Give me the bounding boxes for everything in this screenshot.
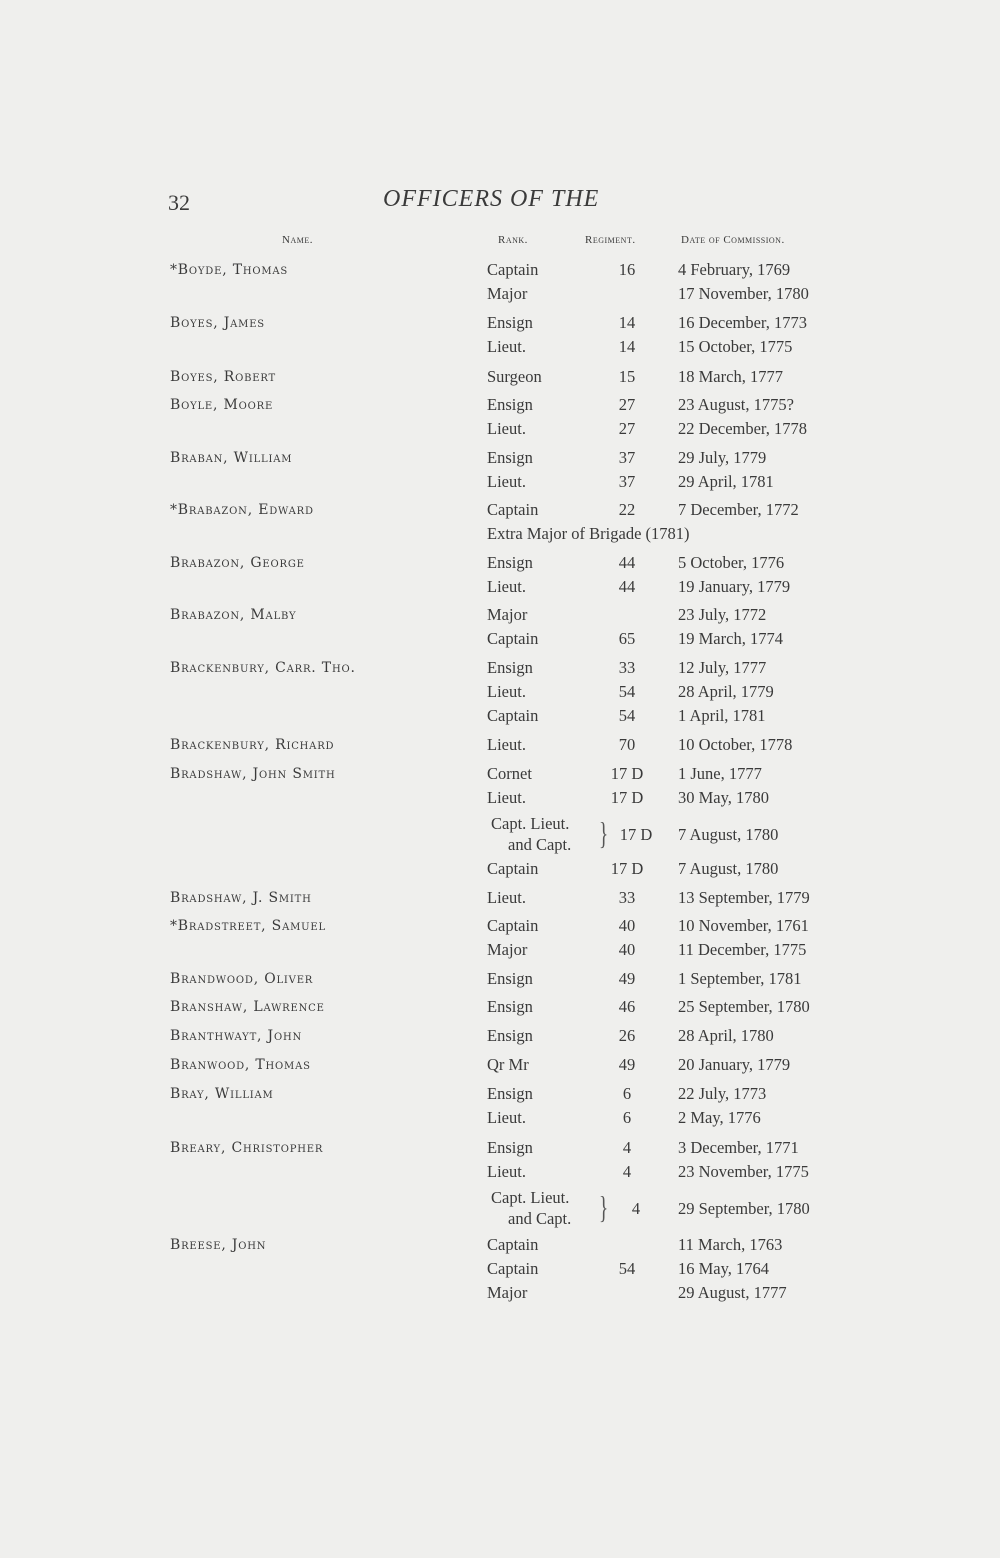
rank-cell: Captain xyxy=(487,1259,539,1278)
table-row xyxy=(0,446,1000,470)
table-row xyxy=(0,603,1000,627)
commission-date-cell: 18 March, 1777 xyxy=(678,367,783,386)
commission-date-cell: 1 April, 1781 xyxy=(678,706,766,725)
regiment-cell: 6 xyxy=(622,1108,632,1127)
column-header-regiment: Regiment. xyxy=(585,234,636,246)
officer-name: *Brabazon, Edward xyxy=(170,502,314,518)
rank-cell: Surgeon xyxy=(487,367,542,386)
commission-date-cell: 19 March, 1774 xyxy=(678,629,783,648)
brace-symbol: } xyxy=(599,815,609,851)
officer-name: *Boyde, Thomas xyxy=(170,262,289,278)
table-row xyxy=(0,762,1000,786)
column-header-name: Name. xyxy=(282,234,313,246)
rank-cell: Major xyxy=(487,940,528,959)
rank-line-2: and Capt. xyxy=(508,1209,572,1228)
commission-date-cell: 28 April, 1780 xyxy=(678,1026,774,1045)
table-row xyxy=(0,1233,1000,1257)
regiment-cell: 26 xyxy=(618,1026,636,1045)
commission-date-cell: 3 December, 1771 xyxy=(678,1138,799,1157)
regiment-cell: 33 xyxy=(618,658,636,677)
rank-cell: Captain xyxy=(487,260,539,279)
commission-date-cell: 16 December, 1773 xyxy=(678,313,808,332)
table-row xyxy=(0,914,1000,938)
commission-date-cell: 28 April, 1779 xyxy=(678,682,774,701)
regiment-cell: 46 xyxy=(618,997,636,1016)
commission-date-cell: 16 May, 1764 xyxy=(678,1259,770,1278)
rank-cell: Captain xyxy=(487,859,539,878)
table-row xyxy=(0,1024,1000,1048)
table-row xyxy=(0,967,1000,991)
regiment-cell: 49 xyxy=(618,1055,636,1074)
regiment-cell: 49 xyxy=(618,969,636,988)
rank-line-1: Capt. Lieut. xyxy=(491,1188,570,1207)
rank-cell: Ensign xyxy=(487,448,533,467)
rank-cell: Lieut. xyxy=(487,577,526,596)
rank-cell: Lieut. xyxy=(487,337,526,356)
commission-date-cell: 2 May, 1776 xyxy=(678,1108,761,1127)
commission-date-cell: 10 November, 1761 xyxy=(678,916,809,935)
regiment-cell: 14 xyxy=(618,313,636,332)
rank-cell: Qr Mr xyxy=(487,1055,529,1074)
table-row xyxy=(0,1160,1000,1184)
regiment-cell: 16 xyxy=(618,260,636,279)
officer-name: *Bradstreet, Samuel xyxy=(170,918,326,934)
rank-cell: Ensign xyxy=(487,658,533,677)
rank-cell: Lieut. xyxy=(487,1108,526,1127)
regiment-cell: 37 xyxy=(618,472,636,491)
table-row xyxy=(0,282,1000,306)
table-row xyxy=(0,311,1000,335)
page-title: OFFICERS OF THE xyxy=(383,186,600,212)
regiment-cell: 15 xyxy=(618,367,636,386)
table-row xyxy=(0,733,1000,757)
officer-name: Branshaw, Lawrence xyxy=(170,999,325,1015)
officer-name: Boyes, Robert xyxy=(170,369,276,385)
regiment-cell: 6 xyxy=(622,1084,632,1103)
rank-cell: Captain xyxy=(487,1235,539,1254)
regiment-cell: 17 D xyxy=(610,788,644,807)
rank-cell: Major xyxy=(487,605,528,624)
table-row xyxy=(0,627,1000,651)
officer-name: Brabazon, George xyxy=(170,555,305,571)
table-row xyxy=(0,786,1000,810)
table-row xyxy=(0,551,1000,575)
table-row xyxy=(0,258,1000,282)
page-number: 32 xyxy=(168,190,190,215)
rank-cell: Lieut. xyxy=(487,419,526,438)
brace-symbol: } xyxy=(599,1189,609,1225)
rank-cell: Ensign xyxy=(487,1026,533,1045)
table-row xyxy=(0,498,1000,522)
officer-name: Branwood, Thomas xyxy=(170,1057,311,1073)
table-row xyxy=(0,938,1000,962)
regiment-cell: 70 xyxy=(618,735,636,754)
rank-cell: Ensign xyxy=(487,395,533,414)
commission-date-cell: 10 October, 1778 xyxy=(678,735,793,754)
rank-cell: Lieut. xyxy=(487,472,526,491)
bracketed-rank-row xyxy=(0,813,1000,861)
commission-date-cell: 13 September, 1779 xyxy=(678,888,810,907)
rank-cell: Ensign xyxy=(487,969,533,988)
rank-cell: Captain xyxy=(487,916,539,935)
regiment-cell: 17 D xyxy=(610,764,644,783)
table-row xyxy=(0,1136,1000,1160)
officer-name: Bradshaw, John Smith xyxy=(170,766,336,782)
rank-cell: Captain xyxy=(487,629,539,648)
bracketed-rank-row xyxy=(0,1187,1000,1235)
table-row xyxy=(0,1106,1000,1130)
officer-name: Breese, John xyxy=(170,1237,267,1253)
commission-date-cell: 11 March, 1763 xyxy=(678,1235,783,1254)
officer-name: Braban, William xyxy=(170,450,293,466)
commission-date-cell: 29 September, 1780 xyxy=(678,1199,810,1218)
commission-date-cell: 7 August, 1780 xyxy=(678,825,779,844)
regiment-cell: 14 xyxy=(618,337,636,356)
commission-date-cell: 29 April, 1781 xyxy=(678,472,774,491)
rank-cell: Captain xyxy=(487,500,539,519)
regiment-cell: 17 D xyxy=(610,859,644,878)
regiment-cell: 17 D xyxy=(619,825,653,844)
regiment-cell: 37 xyxy=(618,448,636,467)
rank-cell: Cornet xyxy=(487,764,532,783)
officer-name: Breary, Christopher xyxy=(170,1140,324,1156)
table-row xyxy=(0,335,1000,359)
officer-name: Bradshaw, J. Smith xyxy=(170,890,312,906)
table-row xyxy=(0,886,1000,910)
officer-name: Brackenbury, Richard xyxy=(170,737,335,753)
commission-date-cell: 30 May, 1780 xyxy=(678,788,770,807)
table-row xyxy=(0,995,1000,1019)
commission-date-cell: 7 December, 1772 xyxy=(678,500,799,519)
rank-cell: Captain xyxy=(487,706,539,725)
officer-name: Boyes, James xyxy=(170,315,265,331)
rank-cell: Ensign xyxy=(487,1138,533,1157)
regiment-cell: 44 xyxy=(618,553,636,572)
commission-date-cell: 20 January, 1779 xyxy=(678,1055,791,1074)
officer-name: Boyle, Moore xyxy=(170,397,274,413)
regiment-cell: 54 xyxy=(618,706,636,725)
commission-date-cell: 23 November, 1775 xyxy=(678,1162,809,1181)
commission-date-cell: 29 August, 1777 xyxy=(678,1283,787,1302)
rank-cell: Lieut. xyxy=(487,682,526,701)
table-row xyxy=(0,704,1000,728)
commission-date-cell: 23 August, 1775? xyxy=(678,395,794,414)
officer-name: Brabazon, Malby xyxy=(170,607,297,623)
officer-name: Brackenbury, Carr. Tho. xyxy=(170,660,356,676)
rank-cell: Ensign xyxy=(487,313,533,332)
officer-name: Branthwayt, John xyxy=(170,1028,303,1044)
rank-cell: Ensign xyxy=(487,1084,533,1103)
regiment-cell: 27 xyxy=(618,419,636,438)
regiment-cell: 4 xyxy=(622,1138,632,1157)
regiment-cell: 44 xyxy=(618,577,636,596)
commission-date-cell: 25 September, 1780 xyxy=(678,997,810,1016)
rank-cell: Ensign xyxy=(487,997,533,1016)
column-header-rank: Rank. xyxy=(498,234,528,246)
commission-date-cell: 22 December, 1778 xyxy=(678,419,808,438)
commission-date-cell: 12 July, 1777 xyxy=(678,658,767,677)
table-row xyxy=(0,575,1000,599)
column-header-date: Date of Commission. xyxy=(681,234,785,246)
table-row xyxy=(0,1281,1000,1305)
rank-cell: Lieut. xyxy=(487,735,526,754)
regiment-cell: 4 xyxy=(622,1162,632,1181)
rank-cell: Major xyxy=(487,1283,528,1302)
rank-cell: Major xyxy=(487,284,528,303)
regiment-cell: 40 xyxy=(618,940,636,959)
table-row xyxy=(0,1257,1000,1281)
rank-line-1: Capt. Lieut. xyxy=(491,814,570,833)
rank-cell: Lieut. xyxy=(487,1162,526,1181)
regiment-cell: 54 xyxy=(618,682,636,701)
commission-date-cell: 22 July, 1773 xyxy=(678,1084,767,1103)
commission-date-cell: 1 September, 1781 xyxy=(678,969,802,988)
table-row xyxy=(0,522,1000,546)
table-row xyxy=(0,680,1000,704)
commission-date-cell: 29 July, 1779 xyxy=(678,448,767,467)
commission-date-cell: 23 July, 1772 xyxy=(678,605,767,624)
rank-line-2: and Capt. xyxy=(508,835,572,854)
regiment-cell: 22 xyxy=(618,500,636,519)
entry-note: Extra Major of Brigade (1781) xyxy=(487,524,690,543)
rank-cell: Ensign xyxy=(487,553,533,572)
rank-cell: Lieut. xyxy=(487,788,526,807)
commission-date-cell: 15 October, 1775 xyxy=(678,337,793,356)
table-row xyxy=(0,470,1000,494)
table-row xyxy=(0,656,1000,680)
regiment-cell: 27 xyxy=(618,395,636,414)
commission-date-cell: 17 November, 1780 xyxy=(678,284,809,303)
table-row xyxy=(0,1053,1000,1077)
commission-date-cell: 11 December, 1775 xyxy=(678,940,807,959)
regiment-cell: 4 xyxy=(631,1199,641,1218)
table-row xyxy=(0,417,1000,441)
regiment-cell: 40 xyxy=(618,916,636,935)
table-row xyxy=(0,393,1000,417)
regiment-cell: 54 xyxy=(618,1259,636,1278)
commission-date-cell: 19 January, 1779 xyxy=(678,577,791,596)
regiment-cell: 65 xyxy=(618,629,636,648)
commission-date-cell: 5 October, 1776 xyxy=(678,553,785,572)
officer-name: Brandwood, Oliver xyxy=(170,971,314,987)
officer-name: Bray, William xyxy=(170,1086,274,1102)
table-row xyxy=(0,1082,1000,1106)
commission-date-cell: 4 February, 1769 xyxy=(678,260,791,279)
rank-cell: Lieut. xyxy=(487,888,526,907)
table-row xyxy=(0,365,1000,389)
commission-date-cell: 1 June, 1777 xyxy=(678,764,762,783)
regiment-cell: 33 xyxy=(618,888,636,907)
commission-date-cell: 7 August, 1780 xyxy=(678,859,779,878)
